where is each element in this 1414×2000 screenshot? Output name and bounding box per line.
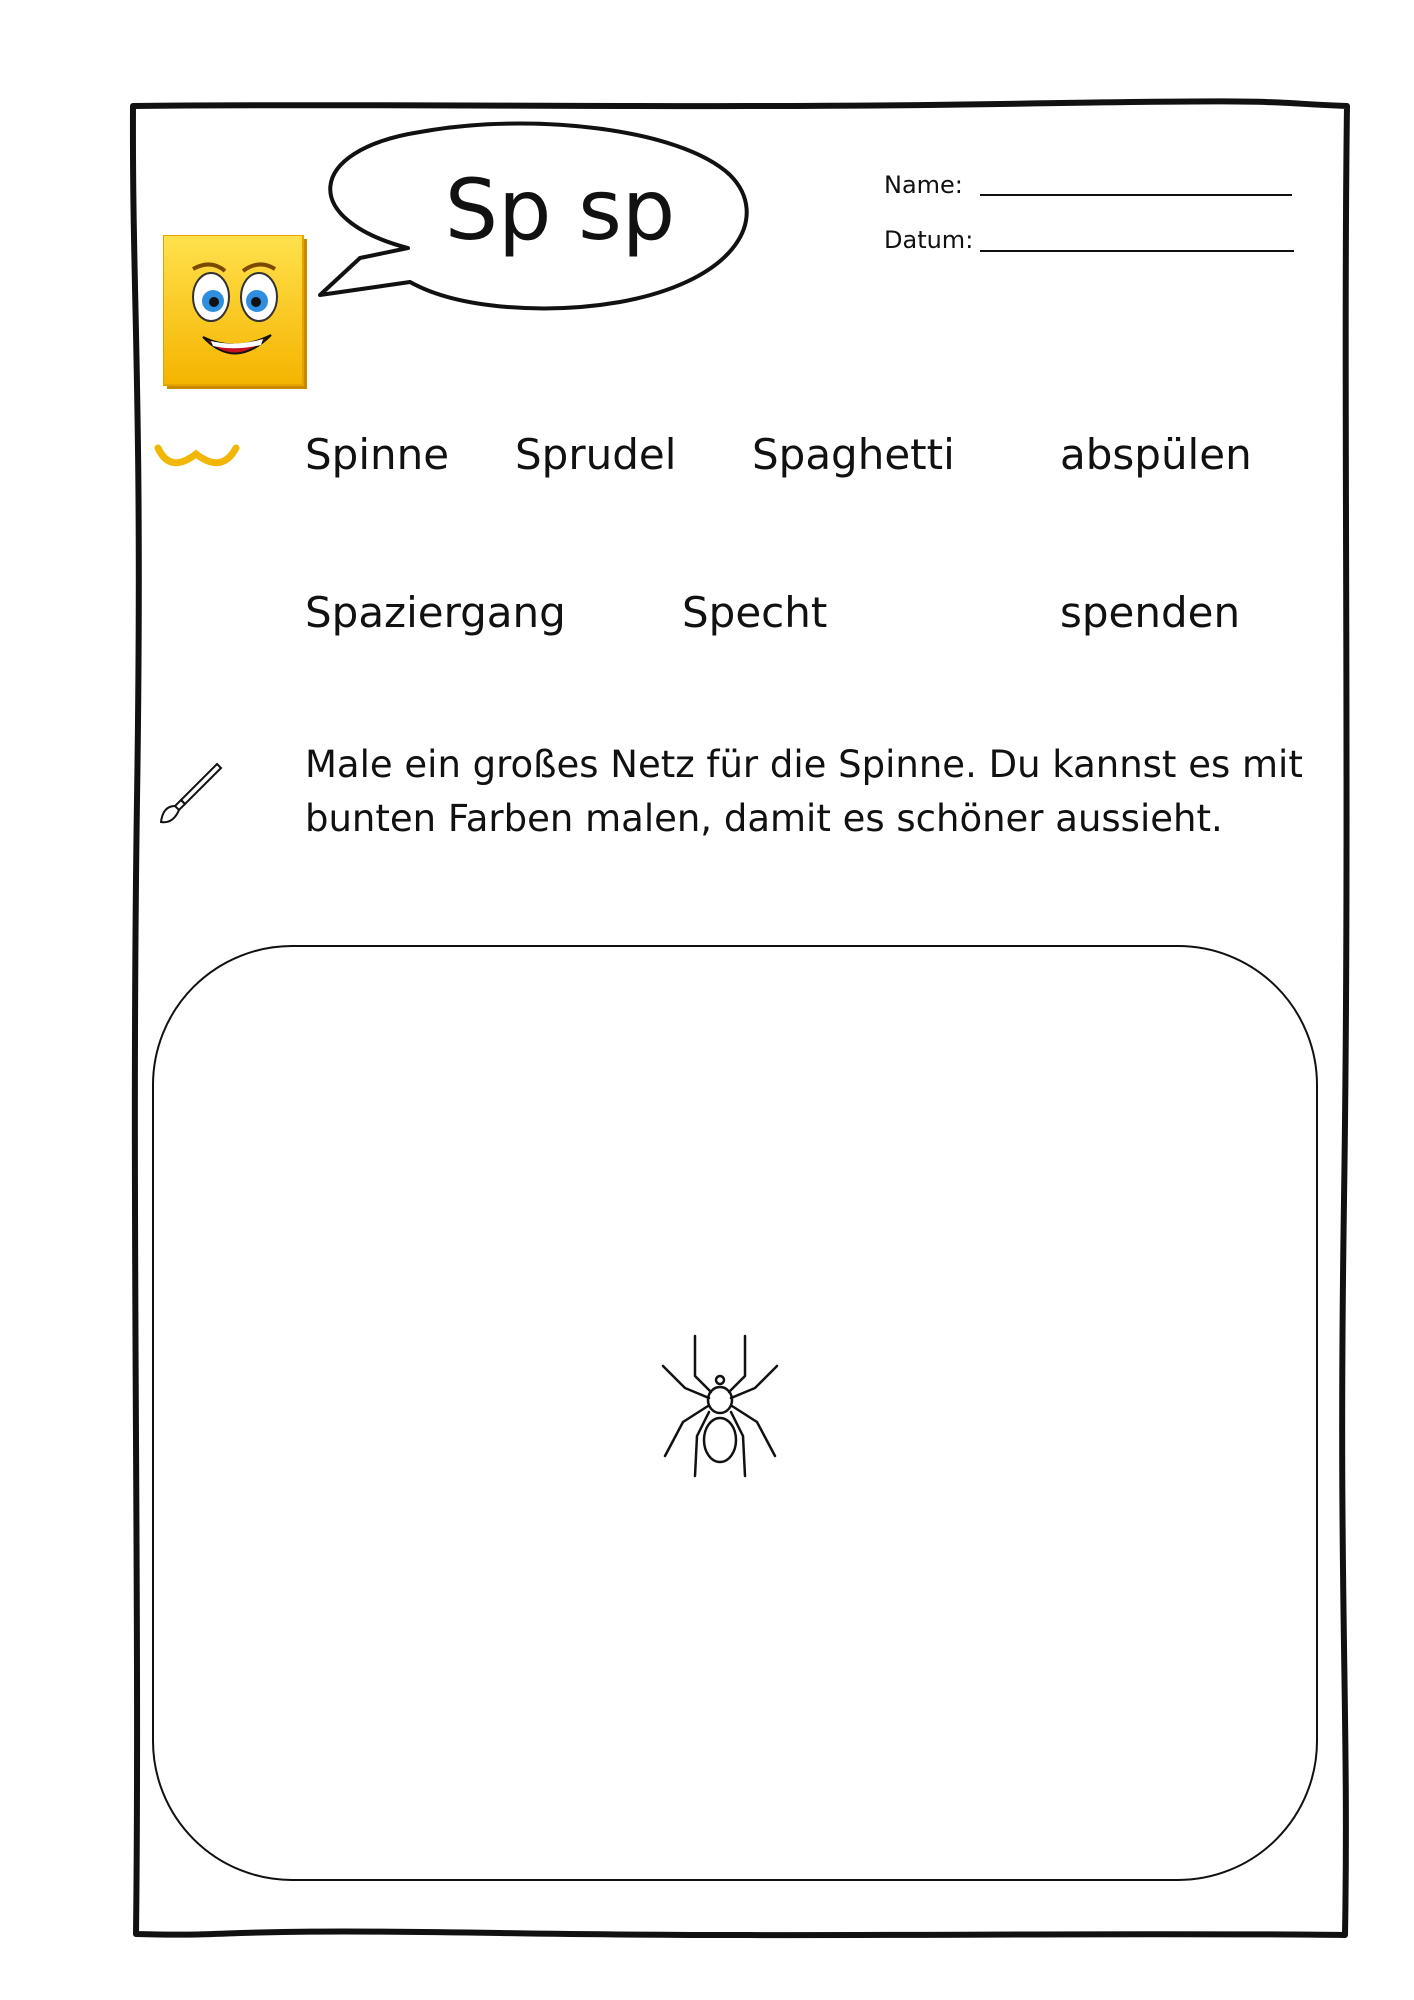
spider-icon — [655, 1330, 785, 1480]
word-spaghetti: Spaghetti — [752, 430, 955, 479]
task-line-1: Male ein großes Netz für die Spinne. Du kannst es mit — [305, 743, 1303, 786]
name-field[interactable] — [980, 194, 1292, 196]
word-spinne: Spinne — [305, 430, 450, 479]
date-label: Datum: — [884, 226, 974, 254]
word-spaziergang: Spaziergang — [305, 588, 566, 637]
word-sprudel: Sprudel — [515, 430, 677, 479]
word-spenden: spenden — [1060, 588, 1241, 637]
word-abspuelen: abspülen — [1060, 430, 1252, 479]
date-field[interactable] — [980, 250, 1294, 252]
speech-bubble-text: Sp sp — [444, 161, 676, 259]
smiling-yellow-square-face-icon — [163, 235, 313, 395]
word-specht: Specht — [682, 588, 828, 637]
name-label: Name: — [884, 171, 963, 199]
paintbrush-icon — [155, 760, 225, 830]
task-instruction — [305, 738, 1303, 846]
smile-mouth-icon — [152, 440, 242, 480]
task-line-2: bunten Farben malen, damit es schöner aussieht. — [305, 797, 1223, 840]
